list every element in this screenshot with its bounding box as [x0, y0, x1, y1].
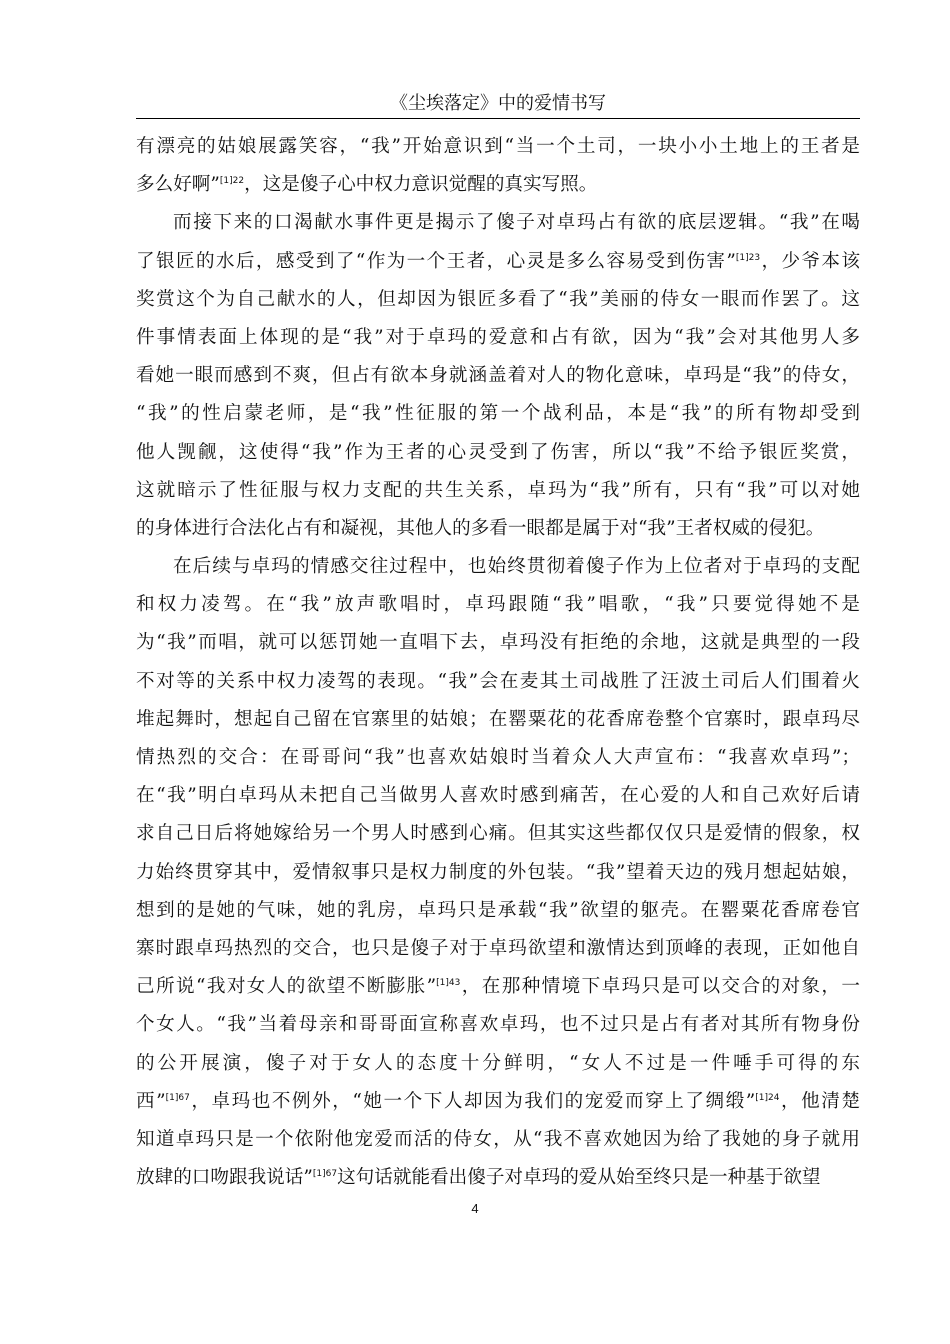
- text-segment: 有漂亮的姑娘展露笑容，“我”开始意识到“当一个土司，一块小小土地上的王者是: [136, 136, 860, 157]
- text-segment: 多么好啊”: [136, 174, 220, 196]
- body-text: [136, 128, 860, 1197]
- text-segment: 奖赏这个为自己献水的人，但却因为银匠多看了“我”美丽的侍女一眼而作罢了。这: [136, 288, 860, 310]
- text-line: [136, 510, 860, 548]
- text-segment: 而接下来的口渴献水事件更是揭示了傻子对卓玛占有欲的底层逻辑。“我”在喝: [173, 212, 860, 234]
- citation-superscript: [1]22: [219, 176, 245, 187]
- text-segment: 堆起舞时，想起自己留在官寨里的姑娘；在罂粟花的花香席卷整个官寨时，跟卓玛尽: [136, 708, 860, 730]
- text-segment: 件事情表面上体现的是“我”对于卓玛的爱意和占有欲，因为“我”会对其他男人多: [136, 326, 860, 348]
- citation-superscript: [1]67: [165, 1092, 190, 1103]
- text-segment: 了银匠的水后，感受到了“作为一个王者，心灵是多么容易受到伤害”: [136, 250, 736, 272]
- header-rule: [136, 118, 860, 119]
- text-segment: 西”: [136, 1090, 166, 1112]
- text-line: [136, 815, 860, 853]
- citation-superscript: [1]43: [436, 978, 461, 989]
- text-segment: 看她一眼而感到不爽，但占有欲本身就涵盖着对人的物化意味，卓玛是“我”的侍女，: [136, 365, 860, 387]
- text-line: [136, 1083, 860, 1121]
- text-line: [136, 968, 860, 1006]
- text-line: [136, 204, 860, 242]
- text-line: [136, 1006, 860, 1044]
- text-line: [136, 586, 860, 624]
- text-segment: ，在那种情境下卓玛只是可以交合的对象，一: [460, 976, 860, 998]
- citation-superscript: [1]67: [312, 1169, 338, 1180]
- text-line: [136, 739, 860, 777]
- text-segment: ，少爷本该: [760, 250, 860, 272]
- text-segment: 寨时跟卓玛热烈的交合，也只是傻子对于卓玛欲望和激情达到顶峰的表现，正如他自: [136, 937, 860, 959]
- text-line: [136, 701, 860, 739]
- text-segment: 他人觊觎，这使得“我”作为王者的心灵受到了伤害，所以“我”不给予银匠奖赏，: [136, 441, 860, 463]
- text-line: [136, 1045, 860, 1083]
- text-line: [136, 319, 860, 357]
- text-segment: 放肆的口吻跟我说话”: [136, 1167, 313, 1189]
- text-segment: 的身体进行合法化占有和凝视，其他人的多看一眼都是属于对“我”王者权威的侵犯。: [136, 517, 825, 539]
- text-line: [136, 892, 860, 930]
- text-segment: “我”的性启蒙老师，是“我”性征服的第一个战利品，本是“我”的所有物却受到: [136, 403, 860, 425]
- text-segment: 为“我”而唱，就可以惩罚她一直唱下去，卓玛没有拒绝的余地，这就是典型的一段: [136, 632, 860, 654]
- text-segment: 个女人。“我”当着母亲和哥哥面宣称喜欢卓玛，也不过只是占有者对其所有物身份: [136, 1014, 860, 1036]
- text-segment: 情热烈的交合：在哥哥问“我”也喜欢姑娘时当着众人大声宣布：“我喜欢卓玛”；: [136, 747, 860, 768]
- text-segment: 的公开展演，傻子对于女人的态度十分鲜明，“女人不过是一件唾手可得的东: [136, 1052, 860, 1074]
- citation-superscript: [1]24: [755, 1092, 780, 1103]
- text-segment: 这就暗示了性征服与权力支配的共生关系，卓玛为“我”所有，只有“我”可以对她: [136, 479, 860, 501]
- text-line: [136, 930, 860, 968]
- text-segment: 力始终贯穿其中，爱情叙事只是权力制度的外包装。“我”望着天边的残月想起姑娘，: [136, 861, 860, 883]
- citation-superscript: [1]23: [735, 252, 761, 263]
- text-segment: 求自己日后将她嫁给另一个男人时感到心痛。但其实这些都仅仅只是爱情的假象，权: [136, 823, 860, 845]
- text-segment: 想到的是她的气味，她的乳房，卓玛只是承载“我”欲望的躯壳。在罂粟花香席卷官: [136, 899, 860, 921]
- text-line: [136, 777, 860, 815]
- text-segment: ，他清楚: [779, 1090, 860, 1112]
- text-line: [136, 395, 860, 433]
- text-line: [136, 281, 860, 319]
- text-segment: 和权力凌驾。在“我”放声歌唱时，卓玛跟随“我”唱歌，“我”只要觉得她不是: [136, 594, 860, 616]
- text-line: [136, 434, 860, 472]
- text-line: [136, 166, 860, 204]
- text-line: [136, 663, 860, 701]
- text-line: [136, 624, 860, 662]
- running-header: 《尘埃落定》中的爱情书写: [390, 93, 606, 114]
- text-line: [136, 128, 860, 166]
- text-line: [136, 1121, 860, 1159]
- text-line: [136, 357, 860, 395]
- text-segment: 不对等的关系中权力凌驾的表现。“我”会在麦其土司战胜了汪波土司后人们围着火: [136, 670, 860, 692]
- text-segment: 这句话就能看出傻子对卓玛的爱从始至终只是一种基于欲望: [337, 1167, 821, 1189]
- text-line: [136, 243, 860, 281]
- text-segment: 己所说“我对女人的欲望不断膨胀”: [136, 976, 437, 998]
- text-segment: ，卓玛也不例外，“她一个下人却因为我们的宠爱而穿上了绸缎”: [189, 1090, 756, 1112]
- text-segment: 在“我”明白卓玛从未把自己当做男人喜欢时感到痛苦，在心爱的人和自己欢好后请: [136, 785, 860, 807]
- text-line: [136, 854, 860, 892]
- text-segment: 在后续与卓玛的情感交往过程中，也始终贯彻着傻子作为上位者对于卓玛的支配: [173, 556, 860, 578]
- text-line: [136, 548, 860, 586]
- text-line: [136, 1159, 860, 1197]
- text-line: [136, 472, 860, 510]
- page-number: 4: [471, 1201, 479, 1216]
- text-segment: ，这是傻子心中权力意识觉醒的真实写照。: [244, 174, 598, 196]
- text-segment: 知道卓玛只是一个依附他宠爱而活的侍女，从“我不喜欢她因为给了我她的身子就用: [136, 1128, 860, 1150]
